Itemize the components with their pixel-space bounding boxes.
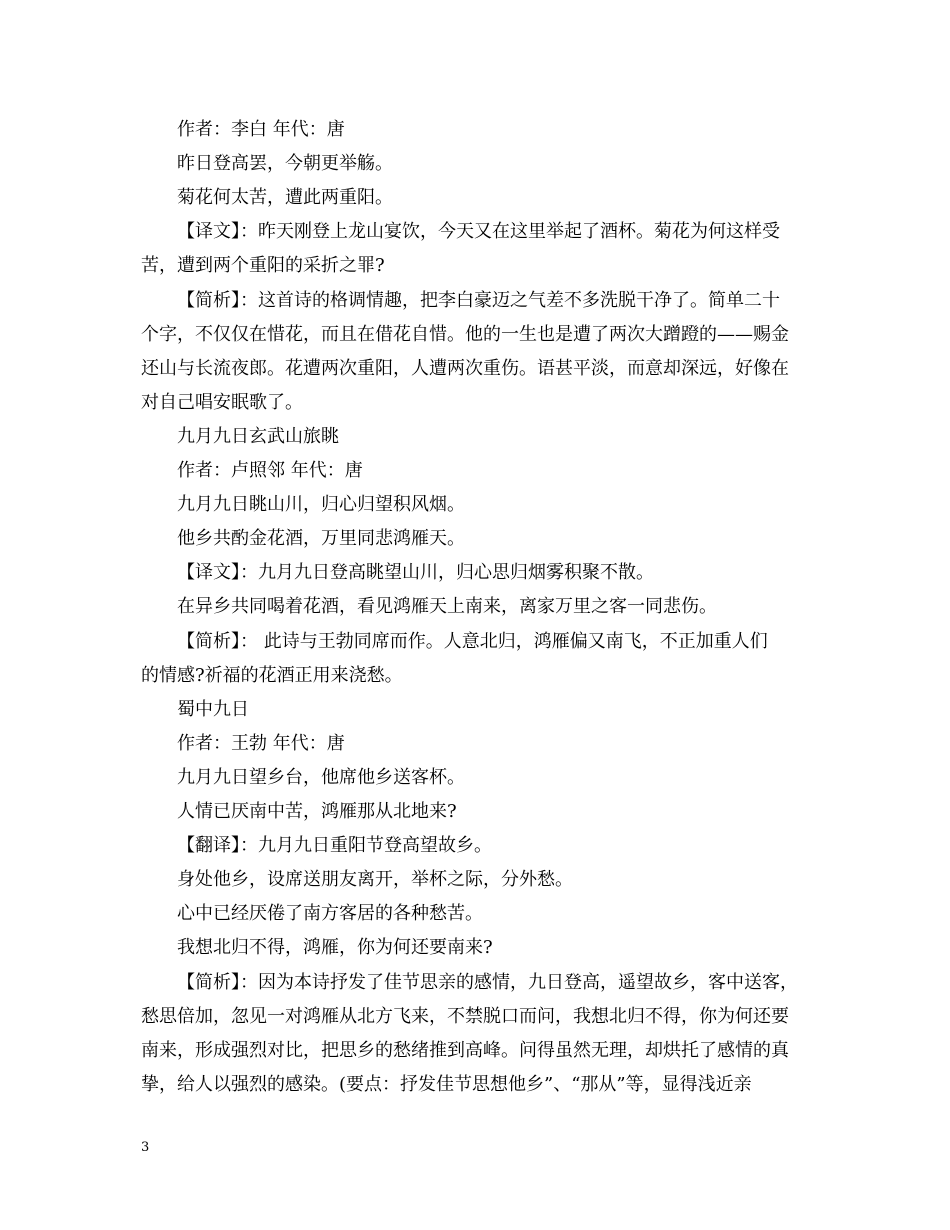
text-line: 【简析】： 此诗与王勃同席而作。人意北归，鸿雁偏又南飞，不正加重人们 — [177, 630, 768, 652]
text-line: 个字，不仅仅在惜花，而且在借花自惜。他的一生也是遭了两次大蹭蹬的——赐金 — [141, 323, 789, 345]
text-line: 对自己唱安眠歌了。 — [141, 391, 303, 413]
text-line: 蜀中九日 — [177, 698, 249, 720]
text-line: 九月九日玄武山旅眺 — [177, 425, 339, 447]
text-line: 九月九日望乡台，他席他乡送客杯。 — [177, 766, 465, 788]
text-line: 南来，形成强烈对比，把思乡的愁绪推到高峰。问得虽然无理，却烘托了感情的真 — [141, 1039, 789, 1061]
text-line: 挚，给人以强烈的感染。(要点：抒发佳节思想他乡”、“那从”等，显得浅近亲 — [141, 1073, 752, 1095]
text-line: 【简析】：因为本诗抒发了佳节思亲的感情，九日登高，遥望故乡，客中送客， — [177, 971, 798, 993]
text-line: 九月九日眺山川，归心归望积风烟。 — [177, 494, 465, 516]
text-line: 的情感?祈福的花酒正用来浇愁。 — [141, 664, 403, 686]
text-line: 作者：王勃 年代：唐 — [177, 732, 345, 754]
text-line: 【翻译】：九月九日重阳节登高望故乡。 — [177, 835, 492, 857]
text-line: 苦，遭到两个重阳的采折之罪? — [141, 255, 385, 277]
text-line: 【简析】：这首诗的格调情趣，把李白豪迈之气差不多洗脱干净了。简单二十 — [177, 289, 780, 311]
text-line: 【译文】：九月九日登高眺望山川，归心思归烟雾积聚不散。 — [177, 562, 654, 584]
page-number: 3 — [141, 1140, 150, 1155]
text-line: 还山与长流夜郎。花遭两次重阳，人遭两次重伤。语甚平淡，而意却深远，好像在 — [141, 357, 789, 379]
text-line: 愁思倍加，忽见一对鸿雁从北方飞来，不禁脱口而问，我想北归不得，你为何还要 — [141, 1005, 789, 1027]
text-line: 昨日登高罢，今朝更举觞。 — [177, 153, 393, 175]
text-line: 菊花何太苦，遭此两重阳。 — [177, 187, 393, 209]
text-line: 我想北归不得，鸿雁，你为何还要南来? — [177, 937, 493, 959]
text-line: 在异乡共同喝着花酒，看见鸿雁天上南来，离家万里之客一同悲伤。 — [177, 596, 717, 618]
text-line: 心中已经厌倦了南方客居的各种愁苦。 — [177, 903, 483, 925]
text-line: 作者：李白 年代：唐 — [177, 119, 345, 140]
text-line: 身处他乡，设席送朋友离开，举杯之际，分外愁。 — [177, 869, 573, 891]
text-line: 【译文】：昨天刚登上龙山宴饮，今天又在这里举起了酒杯。菊花为何这样受 — [177, 221, 780, 243]
text-line: 人情已厌南中苦，鸿雁那从北地来? — [177, 801, 457, 822]
text-line: 他乡共酌金花酒，万里同悲鸿雁天。 — [177, 528, 465, 550]
text-line: 作者：卢照邻 年代：唐 — [177, 460, 363, 481]
